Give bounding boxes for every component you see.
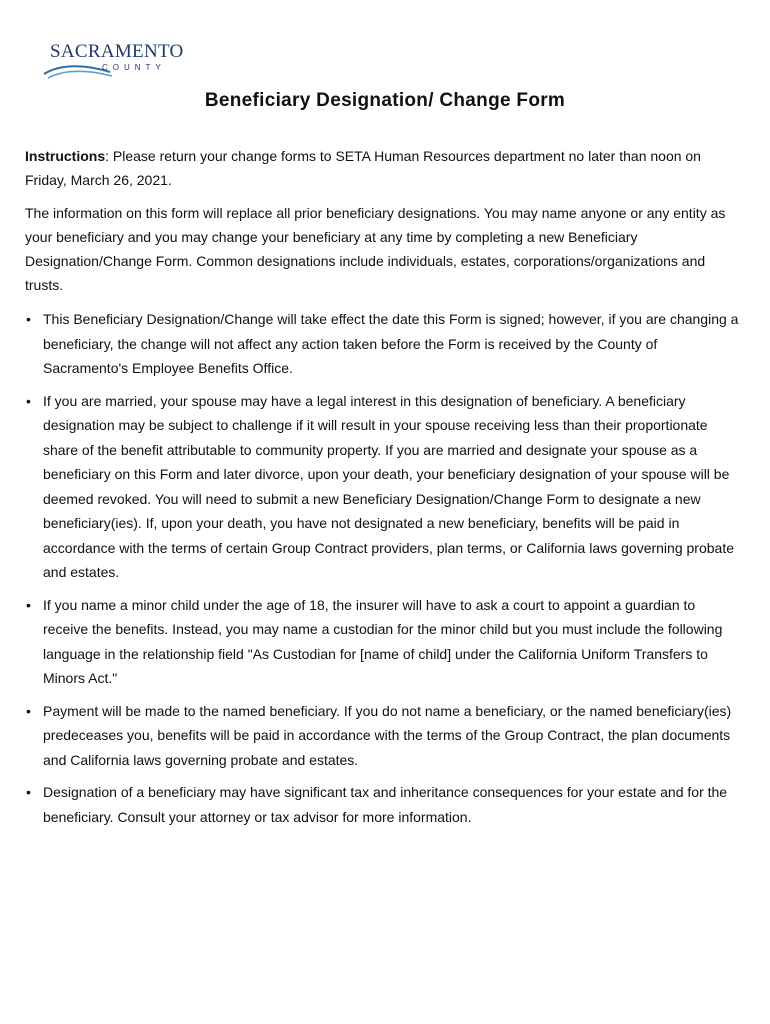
list-item: • Designation of a beneficiary may have significant tax and inheritance consequences for your estate and for the beneficiary. Consult your attorney or tax advisor for more information. xyxy=(25,780,740,829)
instructions-text: : Please return your change forms to SETA Human Resources department no later than noon on Friday, March 26, 2021. xyxy=(25,148,701,188)
bullet-list xyxy=(25,307,740,837)
logo-wordmark: SACRAMENTO xyxy=(50,41,184,62)
sacramento-county-logo xyxy=(40,38,184,88)
list-item: • If you name a minor child under the age of 18, the insurer will have to ask a court to appoint a guardian to receive the benefits. Instead, you may name a custodian for the minor child but you must include the following language in the relationship field "As Custodian for [name of child] under the California Uniform Transfers to Minors Act." xyxy=(25,593,740,691)
page-title: Beneficiary Designation/ Change Form xyxy=(204,90,566,111)
list-item: • This Beneficiary Designation/Change will take effect the date this Form is signed; however, if you are changing a beneficiary, the change will not affect any action taken before the Form is received by the County of Sacramento's Employee Benefits Office. xyxy=(25,307,740,381)
intro-paragraph: The information on this form will replace all prior beneficiary designations. You may name anyone or any entity as your beneficiary and you may change your beneficiary at any time by completing a new Beneficiary Designation/Change Form. Common designations include individuals, estates, corporations/organizations and trusts. xyxy=(25,205,726,293)
instructions-paragraph xyxy=(25,144,740,192)
logo-subtitle: COUNTY xyxy=(102,63,166,72)
instructions-label: Instructions xyxy=(25,148,106,164)
list-item: • If you are married, your spouse may have a legal interest in this designation of beneficiary. A beneficiary designation may be subject to challenge if it will result in your spouse receiving less than their proportionate share of the benefit attributable to community property. If you are married and designate your spouse as a beneficiary on this Form and later divorce, upon your death, your beneficiary designation of your spouse will be deemed revoked. You will need to submit a new Beneficiary Designation/Change Form to designate a new beneficiary(ies). If, upon your death, you have not designated a new beneficiary, benefits will be paid in accordance with the terms of certain Group Contract providers, plan terms, or California laws governing probate and estates. xyxy=(25,389,740,585)
list-item: • Payment will be made to the named beneficiary. If you do not name a beneficiary, or the named beneficiary(ies) predeceases you, benefits will be paid in accordance with the terms of the Group Contract, the plan documents and California laws governing probate and estates. xyxy=(25,699,740,773)
